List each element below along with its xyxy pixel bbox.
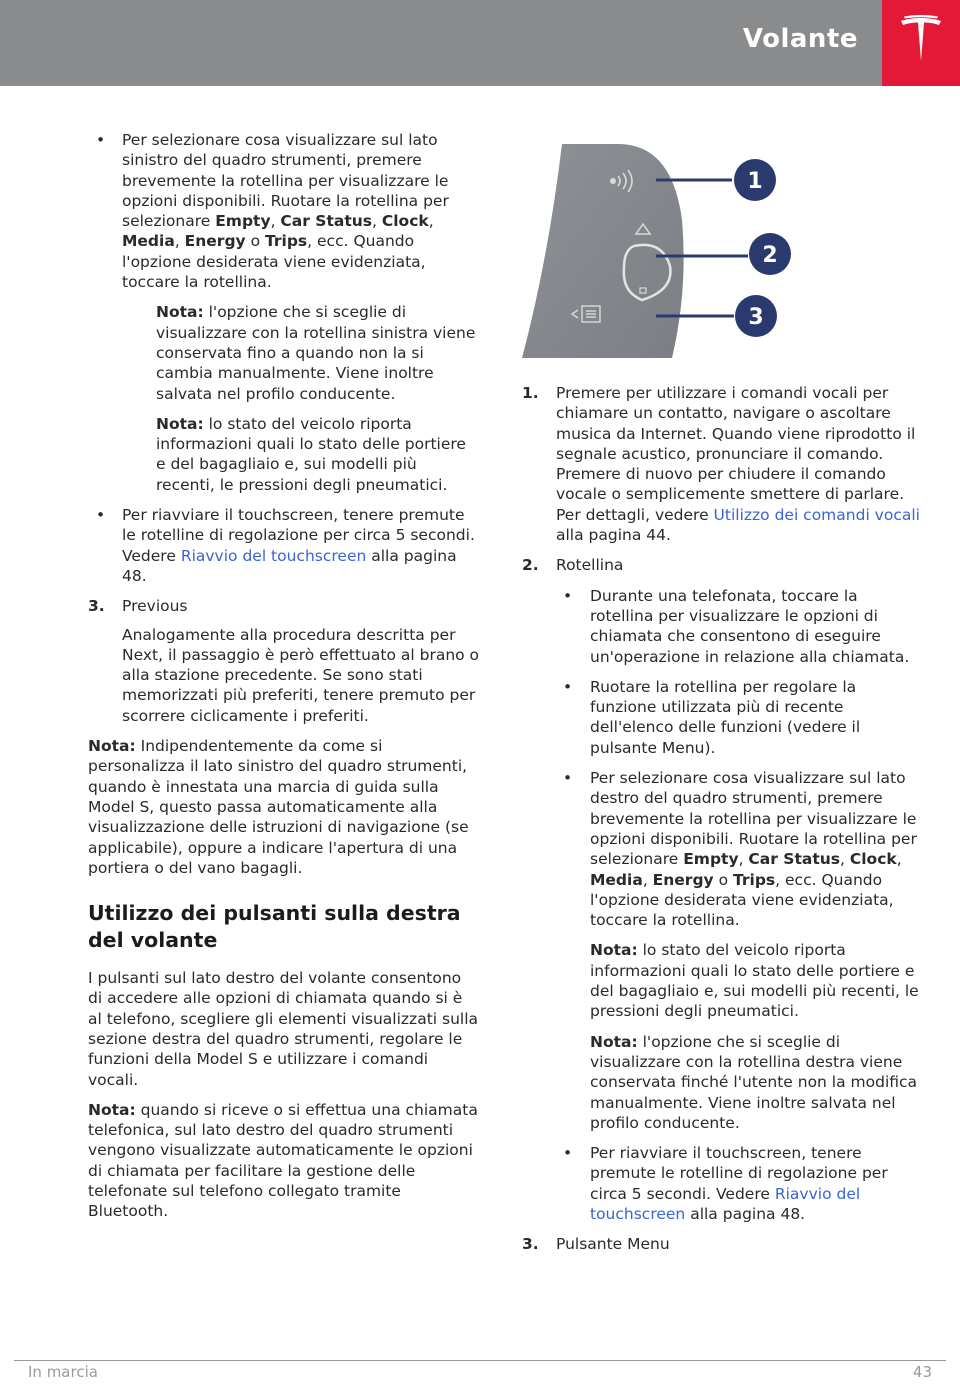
link-riavvio-touchscreen[interactable]: Riavvio del touchscreen [590,1184,861,1223]
list-item: • Per riavviare il touchscreen, tenere premute le rotelline di regolazione per circa 5 secondi. Vedere Riavvio del touchscreen alla pagina 48. [522,1143,920,1224]
numbered-item: 2. Rotellina [522,556,624,575]
steering-wheel-buttons-figure [522,140,812,362]
link-riavvio-touchscreen[interactable]: Riavvio del touchscreen [180,546,367,565]
section-heading: Utilizzo dei pulsanti sulla destra del volante [88,901,461,953]
brand-logo [882,0,960,86]
note: Nota: l'opzione che si sceglie di visualizzare con la rotellina destra viene conservata finché l'utente non la modifica manualmente. Viene inoltre salvata nel profilo conducente. [590,1032,918,1132]
list-item: • Per selezionare cosa visualizzare sul lato destro del quadro strumenti, premere brevemente la rotellina per visualizzare le opzioni disponibili. Ruotare la rotellina per selezionare Empty, Car Status, Clock, Media, Energy o Trips, ecc. Quando l'opzione desiderata viene evidenziata, toccare la rotellina. [522,768,920,930]
callout-1-label: 1 [747,169,763,194]
left-column [88,130,480,1232]
note: Nota: lo stato del veicolo riporta informazioni quali lo stato delle portiere e del bagagliaio e, sui modelli più recenti, le pressioni degli pneumatici. [156,414,466,494]
numbered-item: 1. Premere per utilizzare i comandi vocali per chiamare un contatto, navigare o ascoltare musica da Internet. Quando viene riprodotto il segnale acustico, pronunciare il comando. Premere di nuovo per chiudere il comando vocale o semplicemente smettere di parlare. Per dettagli, vedere Utilizzo dei comandi vocali alla pagina 44. [522,384,920,545]
link-comandi-vocali[interactable]: Utilizzo dei comandi vocali [713,505,920,524]
footer-section: In marcia [28,1363,98,1381]
note: Nota: quando si riceve o si effettua una chiamata telefonica, sul lato destro del quadro strumenti vengono visualizzate automaticamente le opzioni di chiamata per facilitare la gestione delle telefonate sul telefono collegato tramite Bluetooth. [88,1100,478,1221]
list-item: • Ruotare la rotellina per regolare la funzione utilizzata più di recente dell'elenco delle funzioni (vedere il pulsante Menu). [522,677,920,758]
tesla-logo-icon [898,15,944,65]
page-number: 43 [912,1363,932,1381]
note: Nota: Indipendentemente da come si personalizza il lato sinistro del quadro strumenti, quando è innestata una marcia di guida sulla Model S, questo passa automaticamente alla visualizzazione delle istruzioni di navigazione (se applicabile), oppure a indicare l'apertura di una portiera o del vano bagagli. [88,737,469,877]
page-header [0,0,960,86]
right-column [522,383,920,1263]
numbered-item: 3. Previous [88,597,188,616]
footer-divider [14,1360,946,1361]
list-item: • Per riavviare il touchscreen, tenere premute le rotelline di regolazione per circa 5 secondi. Vedere Riavvio del touchscreen alla pagina 48. [88,505,480,586]
page-title: Volante [742,24,858,54]
list-item: • Durante una telefonata, toccare la rotellina per visualizzare le opzioni di chiamata che consentono di eseguire un'operazione in relazione alla chiamata. [522,586,920,667]
paragraph: I pulsanti sul lato destro del volante consentono di accedere alle opzioni di chiamata quando si è al telefono, scegliere gli elementi visualizzati sulla sezione destra del quadro strumenti, regolare le funzioni della Model S e utilizzare i comandi vocali. [88,969,479,1089]
callout-2-label: 2 [762,243,778,268]
list-item: • Per selezionare cosa visualizzare sul lato sinistro del quadro strumenti, premere brevemente la rotellina per visualizzare le opzioni disponibili. Ruotare la rotellina per selezionare Empty, Car Status, Clock, Media, Energy o Trips, ecc. Quando l'opzione desiderata viene evidenziata, toccare la rotellina. [88,130,480,292]
note: Nota: l'opzione che si sceglie di visualizzare con la rotellina sinistra viene conservata fino a quando non la si cambia manualmente. Viene inoltre salvata nel profilo conducente. [156,303,476,403]
callout-3-label: 3 [748,305,764,330]
numbered-item: 3. Pulsante Menu [522,1235,670,1254]
steering-wheel-illustration [522,140,812,362]
note: Nota: lo stato del veicolo riporta informazioni quali lo stato delle portiere e del bagagliaio e, sui modelli più recenti, le pressioni degli pneumatici. [590,941,919,1021]
item-description: Analogamente alla procedura descritta per Next, il passaggio è però effettuato al brano o alla stazione precedente. Se sono stati memorizzati più preferiti, tenere premuto per scorrere ciclicamente i preferiti. [122,625,480,725]
